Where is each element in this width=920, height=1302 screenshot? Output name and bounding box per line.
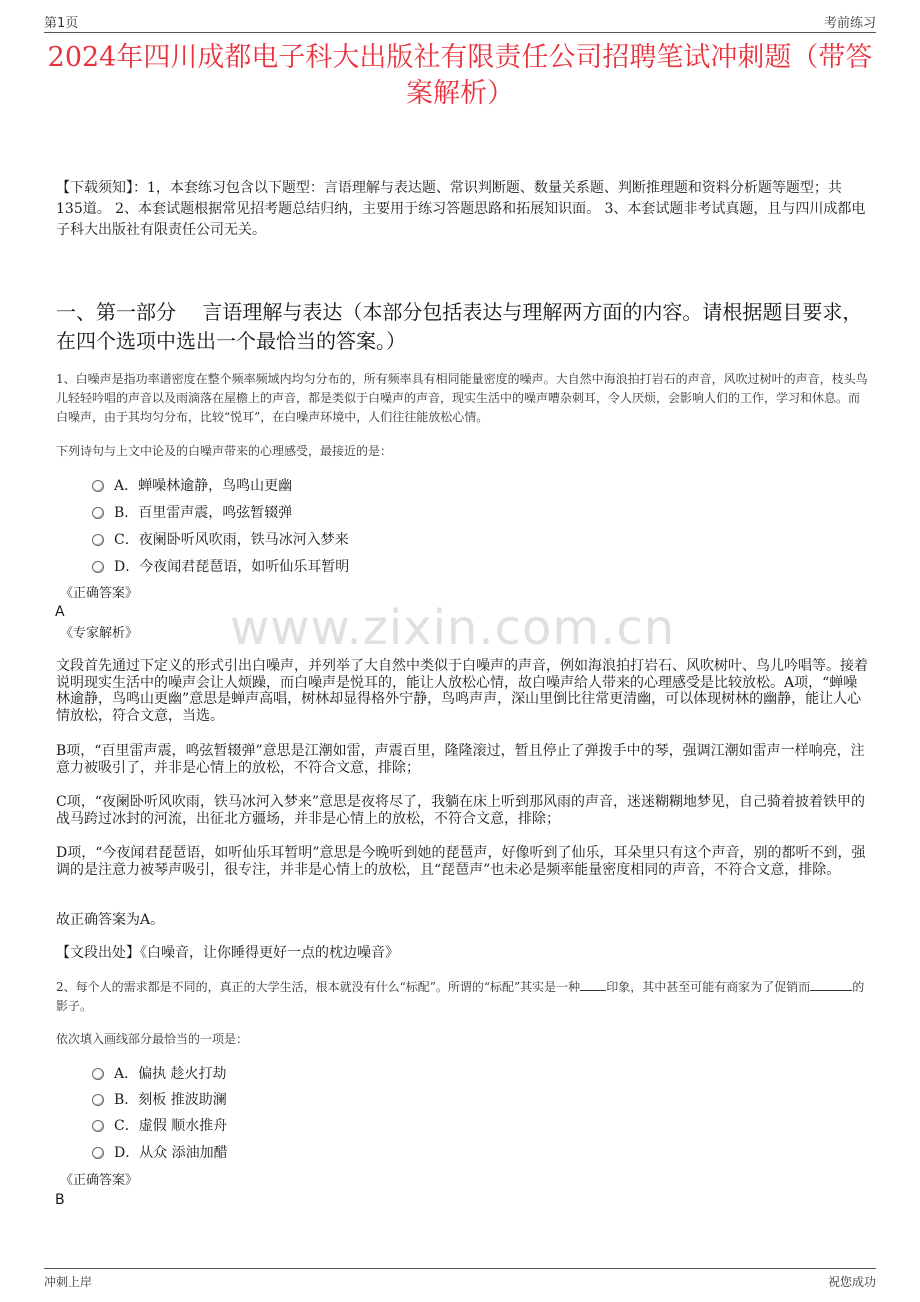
q2-option-a[interactable] [92,1064,227,1084]
download-notice: 【下载须知】：1，本套练习包含以下题型：言语理解与表达题、常识判断题、数量关系题、判断推理题和资料分析题等题型；共135道。 2、本套试题根据常见招考题总结归纳，主要用于练习答题思路和拓展知识面。 3、本套试题非考试真题，且与四川成都电子科大出版社有限责任公司无关。 [56,180,866,238]
q1-stem: 1、白噪声是指功率谱密度在整个频率频域内均匀分布的，所有频率具有相同能量密度的噪声。大自然中海浪拍打岩石的声音，风吹过树叶的声音，枝头鸟儿轻轻吟唱的声音以及雨滴落在屋檐上的声音，都是类似于白噪声的声音，现实生活中的噪声嘈杂刺耳，令人厌烦，会影响人们的工作，学习和休息。而白噪声，由于其均匀分布，比较“悦耳”，在白噪声环境中，人们往往能放松心情。 [56,372,868,424]
q2-answer-label: 《正确答案》 [60,1173,139,1188]
q2-stem: 2、每个人的需求都是不同的，真正的大学生活，根本就没有什么“标配”。所谓的“标配”其实是一种 印象，其中甚至可能有商家为了促销而 的影子。 [56,980,865,1013]
section-heading: 一、第一部分 言语理解与表达（本部分包括表达与理解两方面的内容。请根据题目要求，在四个选项中选出一个最恰当的答案。） [56,300,863,353]
q1-answer: A [55,604,65,620]
option-label: A．蝉噪林逾静，鸟鸣山更幽 [114,478,293,494]
q2-option-d[interactable] [92,1143,228,1163]
q1-option-d[interactable] [92,557,349,577]
q1-prompt: 下列诗句与上文中论及的白噪声带来的心理感受，最接近的是： [56,444,393,458]
q2-answer: B [55,1192,65,1208]
q1-analysis-label: 《专家解析》 [60,626,139,641]
q1-conclusion: 故正确答案为A。 [56,912,165,928]
q1-analysis-c: C项，“夜阑卧听风吹雨，铁马冰河入梦来”意思是夜将尽了，我躺在床上听到那风雨的声音，迷迷糊糊地梦见，自己骑着披着铁甲的战马跨过冰封的河流，出征北方疆场，并非是心情上的放松，不符合文意，排除； [56,794,866,827]
radio-icon[interactable] [92,1068,104,1080]
blank-line [810,990,852,991]
q1-option-c[interactable] [92,530,349,550]
page-number: 第1页 [44,16,79,31]
q2-option-c[interactable] [92,1116,227,1136]
radio-icon[interactable] [92,507,104,519]
footer-left: 冲刺上岸 [44,1275,93,1289]
option-label: B．刻板 推波助澜 [114,1092,227,1108]
radio-icon[interactable] [92,561,104,573]
q1-option-a[interactable] [92,476,292,496]
document-title: 2024年四川成都电子科大出版社有限责任公司招聘笔试冲刺题（带答案解析） [47,42,873,109]
option-label: A．偏执 趁火打劫 [114,1066,227,1082]
q2-prompt: 依次填入画线部分最恰当的一项是： [56,1032,249,1046]
option-label: C．夜阑卧听风吹雨，铁马冰河入梦来 [114,532,349,548]
page-header [44,8,876,33]
header-right-label: 考前练习 [823,16,876,31]
option-label: C．虚假 顺水推舟 [114,1118,228,1134]
q1-analysis-d: D项，“今夜闻君琵琶语，如听仙乐耳暂明”意思是今晚听到她的琵琶声，好像听到了仙乐，耳朵里只有这个声音，别的都听不到，强调的是注意力被琴声吸引，很专注，并非是心情上的放松，且“琵琶声”也未必是频率能量密度相同的声音，不符合文意，排除。 [56,845,866,878]
q1-analysis-b: B项，“百里雷声震，鸣弦暂辍弹”意思是江潮如雷，声震百里，隆隆滚过，暂且停止了弹拨手中的琴，强调江潮如雷声一样响亮，注意力被吸引了，并非是心情上的放松，不符合文意，排除； [56,743,865,776]
option-label: D．从众 添油加醋 [114,1145,228,1161]
radio-icon[interactable] [92,1094,104,1106]
q1-option-b[interactable] [92,503,292,523]
blank-line [580,990,606,991]
option-label: D．今夜闻君琵琶语，如听仙乐耳暂明 [114,559,350,575]
footer-right: 祝您成功 [827,1275,876,1289]
q2-option-b[interactable] [92,1090,227,1110]
option-label: B．百里雷声震，鸣弦暂辍弹 [114,505,293,521]
page-footer [44,1268,876,1289]
radio-icon[interactable] [92,1120,104,1132]
q1-answer-label: 《正确答案》 [60,586,139,601]
watermark: www.zixin.com.cn [230,600,676,656]
q1-analysis-a: 文段首先通过下定义的形式引出白噪声，并列举了大自然中类似于白噪声的声音，例如海浪拍打岩石、风吹树叶、鸟儿吟唱等。接着说明现实生活中的噪声会让人烦躁，而白噪声是悦耳的，能让人放松心情，故白噪声给人带来的心理感受是比较放松。A项，“蝉噪林逾静，鸟鸣山更幽”意思是蝉声高唱，树林却显得格外宁静，鸟鸣声声，深山里倒比往常更清幽，可以体现树林的幽静，能让人心情放松，符合文意，当选。 [56,658,868,724]
radio-icon[interactable] [92,480,104,492]
q1-source: 【文段出处】《白噪音，让你睡得更好一点的枕边噪音》 [56,945,399,961]
radio-icon[interactable] [92,1147,104,1159]
radio-icon[interactable] [92,534,104,546]
